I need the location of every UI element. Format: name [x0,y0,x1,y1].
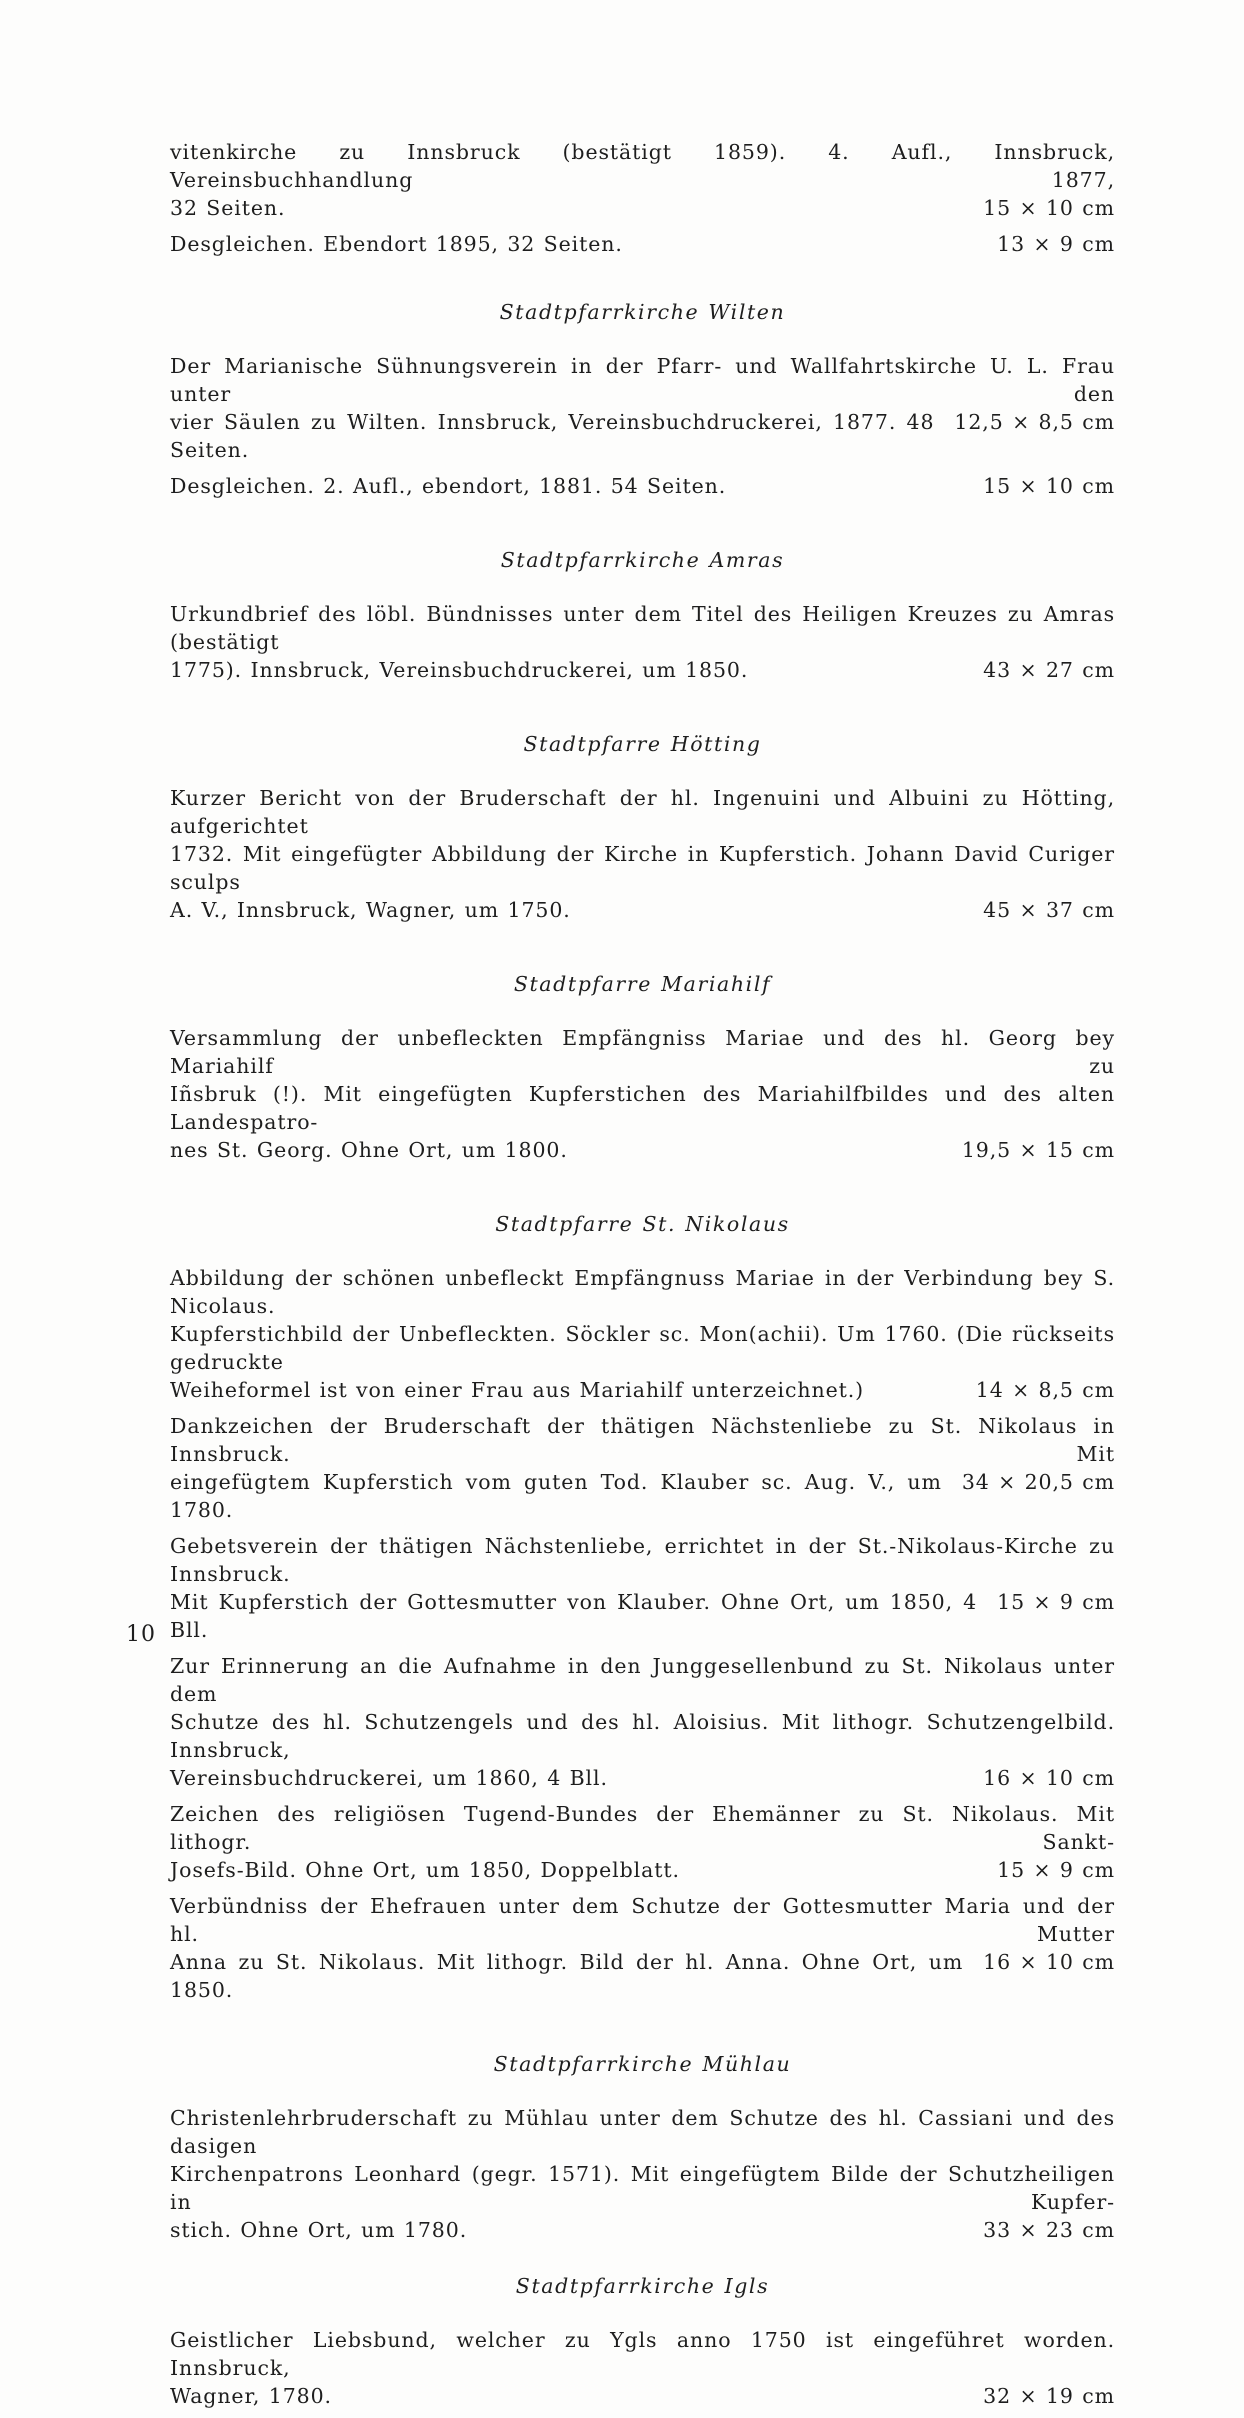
entry-last-line [170,896,1115,924]
entry-text-line: Mit Kupferstich der Gottesmutter von Klauber. Ohne Ort, um 1850, 4 Bll. [170,1590,978,1642]
entry-text-line: Desgleichen. 2. Aufl., ebendort, 1881. 54 Seiten. [170,474,727,498]
section-heading: Stadtpfarrkirche Igls [515,2274,770,2298]
catalog-entry [170,1532,1115,1644]
entry-dimensions: 15 × 10 cm [983,196,1115,220]
entry-last-line [170,1136,1115,1164]
entry-dimensions: 19,5 × 15 cm [961,1138,1115,1162]
catalog-entry [170,1412,1115,1524]
entry-text-line: Weiheformel ist von einer Frau aus Mariahilf unterzeichnet.) [170,1378,865,1402]
entry-text-line: Abbildung der schönen unbefleckt Empfängnuss Mariae in der Verbindung bey S. Nicolaus. [170,1266,1115,1318]
entry-text-line: stich. Ohne Ort, um 1780. [170,2218,468,2242]
page-number: 10 [126,1622,156,1647]
entry-text-line: 32 Seiten. [170,196,286,220]
entry-text-line: Schutze des hl. Schutzengels und des hl. Aloisius. Mit lithogr. Schutzengelbild. Innsbruck, [170,1710,1115,1762]
catalog-entry [170,2326,1115,2410]
entry-text-line: Kirchenpatrons Leonhard (gegr. 1571). Mit eingefügtem Bilde der Schutzheiligen in Kupfer- [170,2162,1115,2214]
entry-text-line: Christenlehrbruderschaft zu Mühlau unter dem Schutze des hl. Cassiani und des dasigen [170,2106,1115,2158]
entry-text-line: nes St. Georg. Ohne Ort, um 1800. [170,1138,568,1162]
entry-last-line [170,230,1115,258]
entry-dimensions: 12,5 × 8,5 cm [954,410,1115,434]
entry-last-line [170,656,1115,684]
section-heading: Stadtpfarrkirche Wilten [499,300,786,324]
entry-dimensions: 15 × 10 cm [983,474,1115,498]
entry-text-line: Vereinsbuchdruckerei, um 1860, 4 Bll. [170,1766,608,1790]
catalog-entry [170,1652,1115,1792]
entry-text-line: Verbündniss der Ehefrauen unter dem Schutze der Gottesmutter Maria und der hl. Mutter [170,1894,1115,1946]
catalog-entry [170,1024,1115,1164]
entry-text-line: A. V., Innsbruck, Wagner, um 1750. [170,898,571,922]
catalog-entry [170,1800,1115,1884]
entry-dimensions: 16 × 10 cm [983,1766,1115,1790]
entry-text-line: Iñsbruk (!). Mit eingefügten Kupferstichen des Mariahilfbildes und des alten Landespatro- [170,1082,1115,1134]
entry-dimensions: 13 × 9 cm [997,232,1115,256]
entry-text-line: 1775). Innsbruck, Vereinsbuchdruckerei, um 1850. [170,658,749,682]
entry-last-line [170,2382,1115,2410]
entry-dimensions: 16 × 10 cm [983,1950,1115,1974]
entry-last-line [170,1948,1115,2004]
entry-text-line: Josefs-Bild. Ohne Ort, um 1850, Doppelblatt. [170,1858,680,1882]
entry-text-line: Dankzeichen der Bruderschaft der thätigen Nächstenliebe zu St. Nikolaus in Innsbruck. Mit [170,1414,1115,1466]
entry-text-line: 1732. Mit eingefügter Abbildung der Kirche in Kupferstich. Johann David Curiger sculps [170,842,1115,894]
entry-last-line [170,472,1115,500]
entry-text-line: Wagner, 1780. [170,2384,332,2408]
entry-text-line: vier Säulen zu Wilten. Innsbruck, Vereinsbuchdruckerei, 1877. 48 Seiten. [170,410,935,462]
entry-text-line: Desgleichen. Ebendort 1895, 32 Seiten. [170,232,623,256]
section-heading: Stadtpfarrkirche Amras [500,548,785,572]
entry-dimensions: 15 × 9 cm [997,1858,1115,1882]
entry-dimensions: 33 × 23 cm [983,2218,1115,2242]
entry-text-line: Zur Erinnerung an die Aufnahme in den Junggesellenbund zu St. Nikolaus unter dem [170,1654,1115,1706]
entry-dimensions: 14 × 8,5 cm [975,1378,1115,1402]
catalog-entry [170,1892,1115,2004]
entry-last-line [170,1376,1115,1404]
entry-text-line: eingefügtem Kupferstich vom guten Tod. Klauber sc. Aug. V., um 1780. [170,1470,942,1522]
entry-text-line: Kupferstichbild der Unbefleckten. Söckler sc. Mon(achii). Um 1760. (Die rückseits gedruckte [170,1322,1115,1374]
section-heading: Stadtpfarrkirche Mühlau [493,2052,792,2076]
catalog-entry [170,1264,1115,1404]
catalog-entry [170,784,1115,924]
entry-last-line [170,1588,1115,1644]
entry-last-line [170,1468,1115,1524]
entry-dimensions: 45 × 37 cm [983,898,1115,922]
entry-dimensions: 43 × 27 cm [983,658,1115,682]
entry-last-line [170,408,1115,464]
catalog-entry [170,352,1115,464]
entry-dimensions: 15 × 9 cm [997,1590,1115,1614]
entry-text-line: Der Marianische Sühnungsverein in der Pfarr- und Wallfahrtskirche U. L. Frau unter den [170,354,1115,406]
catalog-entry [170,472,1115,500]
section-heading: Stadtpfarre Mariahilf [513,972,772,996]
entry-last-line [170,1856,1115,1884]
entry-last-line [170,1764,1115,1792]
entry-text-line: Kurzer Bericht von der Bruderschaft der hl. Ingenuini und Albuini zu Hötting, aufgerichtet [170,786,1115,838]
entry-text-line: vitenkirche zu Innsbruck (bestätigt 1859). 4. Aufl., Innsbruck, Vereinsbuchhandlung 1877, [170,140,1115,192]
entry-text-line: Geistlicher Liebsbund, welcher zu Ygls anno 1750 ist eingeführet worden. Innsbruck, [170,2328,1115,2380]
page-body [170,138,1115,2418]
entry-text-line: Anna zu St. Nikolaus. Mit lithogr. Bild der hl. Anna. Ohne Ort, um 1850. [170,1950,964,2002]
entry-last-line [170,2216,1115,2244]
catalog-entry [170,2104,1115,2244]
entry-text-line: Gebetsverein der thätigen Nächstenliebe, errichtet in der St.-Nikolaus-Kirche zu Innsbruck. [170,1534,1115,1586]
entry-dimensions: 32 × 19 cm [983,2384,1115,2408]
entry-last-line [170,194,1115,222]
catalog-entry [170,600,1115,684]
section-heading: Stadtpfarre St. Nikolaus [495,1212,790,1236]
entry-text-line: Urkundbrief des löbl. Bündnisses unter dem Titel des Heiligen Kreuzes zu Amras (bestätigt [170,602,1115,654]
catalog-entry [170,138,1115,222]
entry-text-line: Zeichen des religiösen Tugend-Bundes der Ehemänner zu St. Nikolaus. Mit lithogr. Sankt- [170,1802,1115,1854]
entry-dimensions: 34 × 20,5 cm [961,1470,1115,1494]
catalog-entry [170,230,1115,258]
section-heading: Stadtpfarre Hötting [523,732,762,756]
entry-text-line: Versammlung der unbefleckten Empfängniss Mariae und des hl. Georg bey Mariahilf zu [170,1026,1115,1078]
